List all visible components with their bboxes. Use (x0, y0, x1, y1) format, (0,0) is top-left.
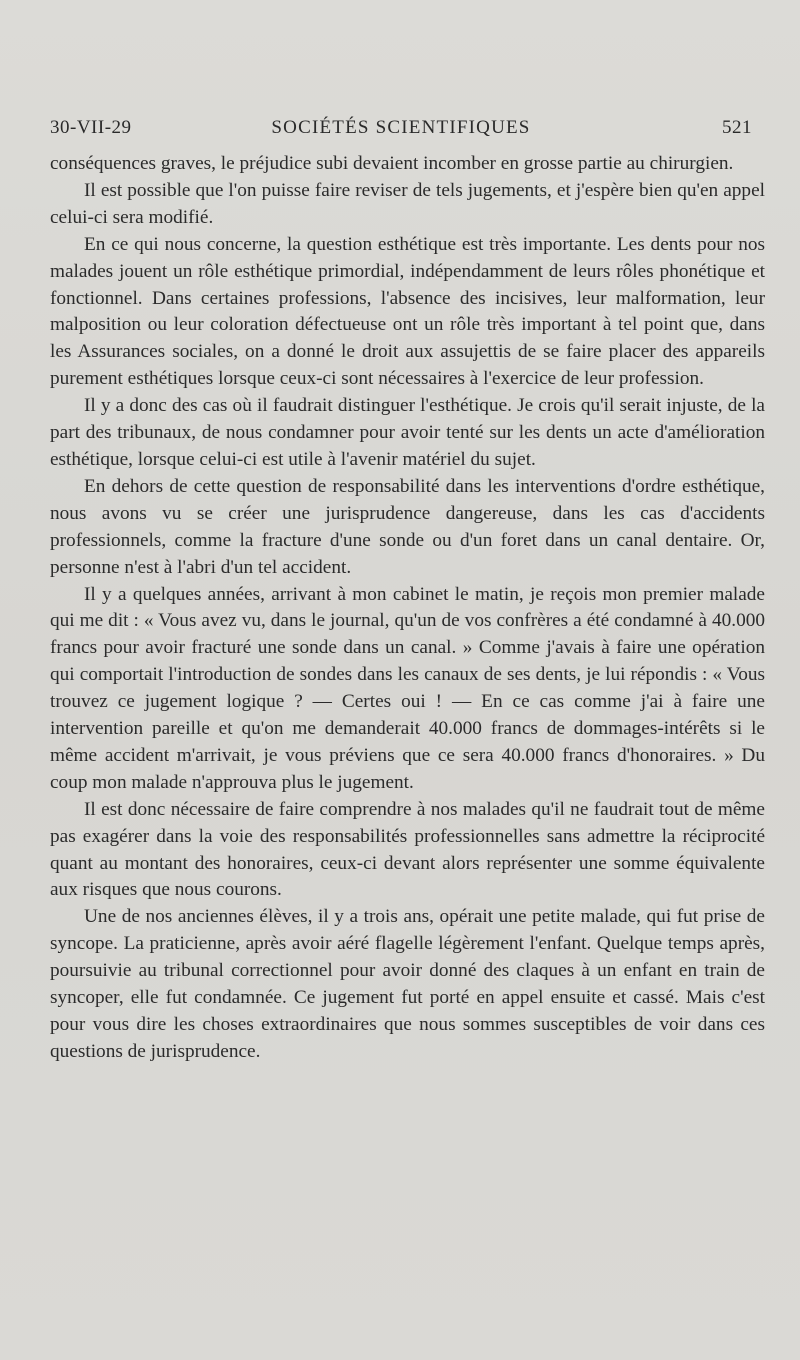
paragraph-1: conséquences graves, le préjudice subi devaient incomber en grosse partie au chirurgien. (50, 153, 734, 174)
paragraph-7: Il est donc nécessaire de faire comprendre à nos malades qu'il ne faudrait tout de même pas exagérer dans la voie des responsabilités professionnelles sans admettre la réciprocité quant au montant des honoraires, ceux-ci devant alors représenter une somme équivalente aux risques que nous courons. (50, 798, 765, 901)
paragraph-5: En dehors de cette question de responsabilité dans les interventions d'ordre esthétique, nous avons vu se créer une jurisprudence dangereuse, dans les cas d'accidents professionnels, comme la fracture d'une sonde ou d'un foret dans un canal dentaire. Or, personne n'est à l'abri d'un tel accident. (50, 475, 765, 578)
paragraph-8: Une de nos anciennes élèves, il y a trois ans, opérait une petite malade, qui fut prise de syncope. La praticienne, après avoir aéré flagelle légèrement l'enfant. Quelque temps après, poursuivie au tribunal correctionnel pour avoir donné des claques à un enfant en train de syncoper, elle fut condamnée. Ce jugement fut porté en appel ensuite et cassé. Mais c'est pour vous dire les choses extraordinaires que nous sommes susceptibles de voir dans ces questions de jurisprudence. (50, 906, 765, 1062)
page-body (50, 151, 765, 1066)
running-header (50, 117, 752, 143)
paragraph-2: Il est possible que l'on puisse faire reviser de tels jugements, et j'espère bien qu'en appel celui-ci sera modifié. (50, 179, 765, 228)
paragraph-6: Il y a quelques années, arrivant à mon cabinet le matin, je reçois mon premier malade qui me dit : « Vous avez vu, dans le journal, qu'un de vos confrères a été condamné à 40.000 francs pour avoir fracturé une sonde dans un canal. » Comme j'avais à faire une opération qui comportait l'introduction de sondes dans les canaux de ses dents, je lui répondis : « Vous trouvez ce jugement logique ? — Certes oui ! — En ce cas comme j'ai à faire une intervention pareille et qu'on me demanderait 40.000 francs de dommages-intérêts si le même accident m'arrivait, je vous préviens que ce sera 40.000 francs d'honoraires. » Du coup mon malade n'approuva plus le jugement. (50, 583, 765, 793)
paragraph-4: Il y a donc des cas où il faudrait distinguer l'esthétique. Je crois qu'il serait injuste, de la part des tribunaux, de nous condamner pour avoir tenté sur les dents un acte d'amélioration esthétique, lorsque celui-ci est utile à l'avenir matériel du sujet. (50, 395, 765, 470)
header-title: SOCIÉTÉS SCIENTIFIQUES (271, 117, 531, 138)
paragraph-3: En ce qui nous concerne, la question esthétique est très importante. Les dents pour nos malades jouent un rôle esthétique primordial, indépendamment de leurs rôles phonétique et fonctionnel. Dans certaines professions, l'absence des incisives, leur malformation, leur malposition ou leur coloration défectueuse ont un rôle très important à tel point que, dans les Assurances sociales, on a donné le droit aux assujettis de se faire placer des appareils purement esthétiques lorsque ceux-ci sont nécessaires à l'exercice de leur profession. (50, 233, 765, 390)
page-number: 521 (722, 117, 752, 138)
header-date: 30-VII-29 (50, 117, 132, 138)
